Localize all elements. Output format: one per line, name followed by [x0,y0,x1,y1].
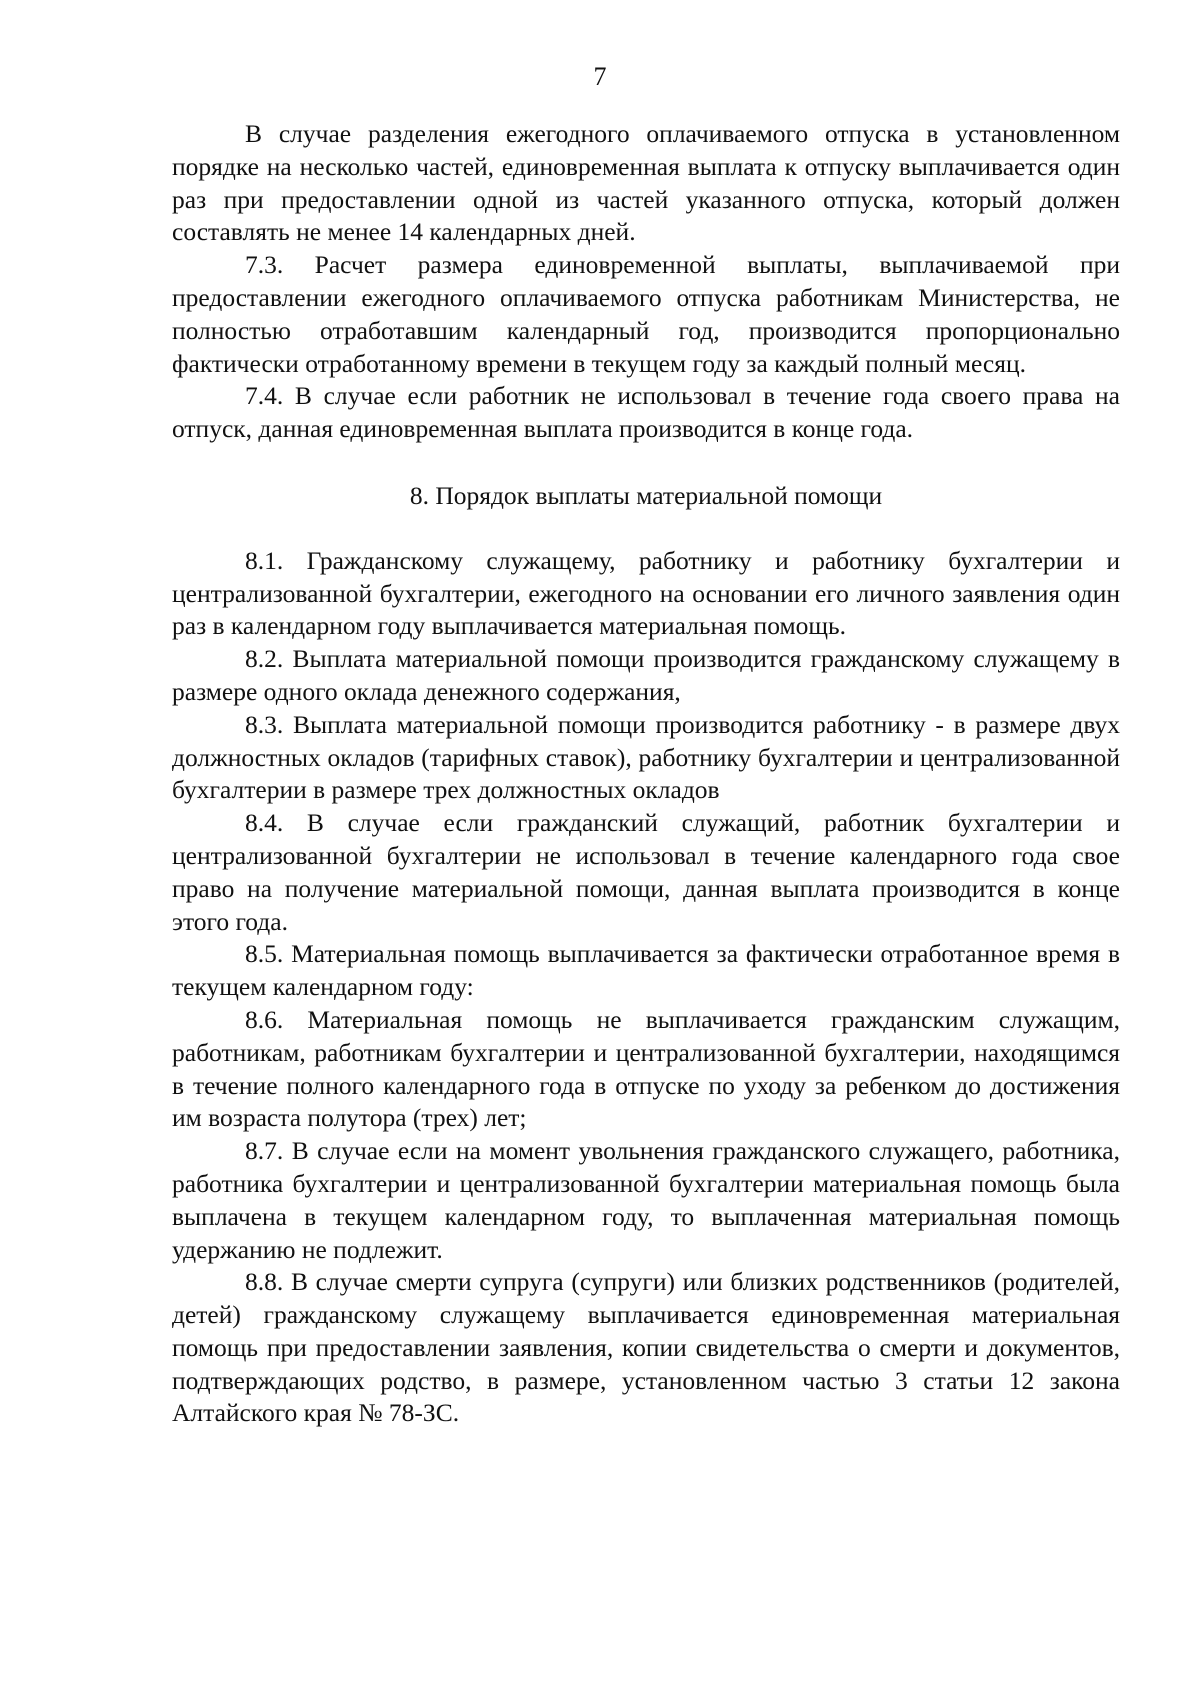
paragraph-8-4: 8.4. В случае если гражданский служащий, работник бухгалтерии и централизованной бухгалтерии не использовал в течение календарного года свое право на получение материальной помощи, данная выплата производится в конце этого года. [172,808,1120,936]
document-body [172,118,1120,1430]
paragraph-8-6: 8.6. Материальная помощь не выплачивается гражданским служащим, работникам, работникам бухгалтерии и централизованной бухгалтерии, находящимся в течение полного календарного года в отпуске по уходу за ребенком до достижения им возраста полутора (трех) лет; [172,1004,1120,1133]
paragraph-7-4: 7.4. В случае если работник не использовал в течение года своего права на отпуск, данная единовременная выплата производится в конце года. [172,381,1120,444]
paragraph-8-2: 8.2. Выплата материальной помощи производится гражданскому служащему в размере одного оклада денежного содержания, [172,644,1120,706]
paragraph-8-8: 8.8. В случае смерти супруга (супруги) или близких родственников (родителей, детей) гражданскому служащему выплачивается единовременная материальная помощь при предоставлении заявления, копии свидетельства о смерти и документов, подтверждающих родство, в размере, установленном частью 3 статьи 12 закона Алтайского края № 78-ЗС. [172,1267,1120,1428]
paragraph-leave-split: В случае разделения ежегодного оплачиваемого отпуска в установленном порядке на несколько частей, единовременная выплата к отпуску выплачивается один раз при предоставлении одной из частей указанного отпуска, который должен составлять не менее 14 календарных дней. [172,119,1120,247]
page-number: 7 [593,62,607,91]
paragraph-7-3: 7.3. Расчет размера единовременной выплаты, выплачиваемой при предоставлении ежегодного оплачиваемого отпуска работникам Министерства, не полностью отработавшим календарный год, производится пропорционально фактически отработанному времени в текущем году за каждый полный месяц. [172,250,1120,378]
paragraph-8-1: 8.1. Гражданскому служащему, работнику и работнику бухгалтерии и централизованной бухгалтерии, ежегодного на основании его личного заявления один раз в календарном году выплачивается материальная помощь. [172,545,1120,641]
section-heading-8: 8. Порядок выплаты материальной помощи [409,480,883,510]
paragraph-8-7: 8.7. В случае если на момент увольнения гражданского служащего, работника, работника бухгалтерии и централизованной бухгалтерии материальная помощь была выплачена в текущем календарном году, то выплаченная материальная помощь удержанию не подлежит. [172,1136,1120,1264]
paragraph-8-3: 8.3. Выплата материальной помощи производится работнику - в размере двух должностных окладов (тарифных ставок), работнику бухгалтерии и централизованной бухгалтерии в размере трех должностных окладов [172,709,1120,805]
paragraph-8-5: 8.5. Материальная помощь выплачивается за фактически отработанное время в текущем календарном году: [172,939,1120,1002]
